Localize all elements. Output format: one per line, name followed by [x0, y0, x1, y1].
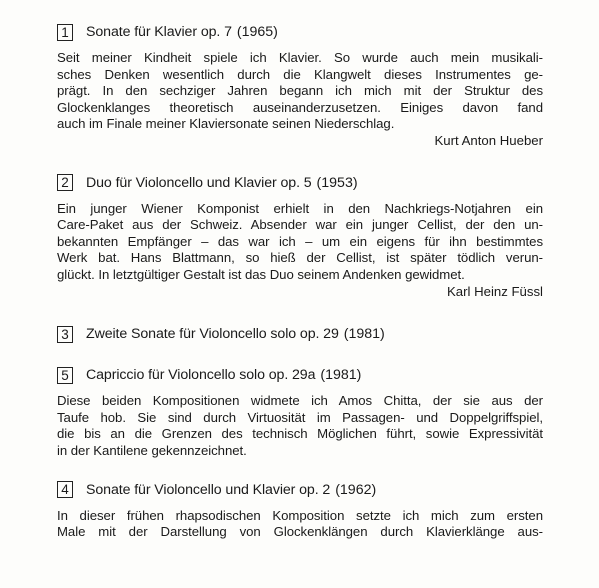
section-text [57, 201, 543, 284]
work-year: (1953) [316, 174, 358, 191]
section-5 [57, 365, 543, 459]
author-name: Karl Heinz Füssl [446, 283, 543, 299]
text-line: bekannten Empfänger – das war ich – um ein eigens für ihn bestimmtes [57, 233, 543, 249]
work-title: Duo für Violoncello und Klavier op. 5 [86, 174, 312, 191]
text-line: in der Kantilene gekennzeichnet. [57, 442, 247, 458]
work-year: (1962) [335, 481, 377, 498]
author-name: Kurt Anton Hueber [434, 132, 543, 148]
text-line: glückt. In letztgültiger Gestalt ist das Duo seinem Andenken gewidmet. [57, 266, 465, 282]
work-year: (1981) [343, 326, 385, 343]
text-line: sches Denken wesentlich durch die Klangwelt dieses Instrumentes ge- [57, 66, 543, 82]
track-number-box: 2 [57, 174, 73, 191]
text-line: die bis an die Grenzen des technisch Möglichen führt, sowie Expressivität [57, 426, 543, 442]
text-line: Werk bat. Hans Blattmann, so hieß der Cellist, ist später tödlich verun- [57, 250, 543, 266]
section-4 [57, 480, 543, 541]
track-number-box: 5 [57, 367, 73, 384]
track-number-box: 3 [57, 326, 73, 343]
section-text [57, 50, 543, 133]
text-line: Diese beiden Kompositionen widmete ich Amos Chitta, der sie aus der [57, 393, 543, 409]
work-title: Capriccio für Violoncello solo op. 29a [86, 367, 316, 384]
section-2 [57, 173, 543, 301]
text-line: Care-Paket aus der Schweiz. Absender war ein junger Cellist, der den un- [57, 217, 543, 233]
section-heading [57, 324, 543, 344]
section-3 [57, 324, 543, 344]
section-heading [57, 22, 543, 42]
work-title: Zweite Sonate für Violoncello solo op. 29 [86, 326, 339, 343]
section-heading [57, 365, 543, 385]
text-line: Seit meiner Kindheit spiele ich Klavier. So wurde auch mein musikali- [57, 50, 543, 65]
text-line: Taufe hob. Sie sind durch Virtuosität im Passagen- und Doppelgriffspiel, [57, 409, 543, 425]
section-heading [57, 480, 543, 500]
work-year: (1981) [320, 367, 362, 384]
section-text [57, 508, 543, 541]
text-line: prägt. In den sechziger Jahren begann ich mich mit der Struktur des [57, 83, 543, 99]
track-number-box: 4 [57, 481, 73, 498]
text-line: In dieser frühen rhapsodischen Komposition setzte ich mich zum ersten [57, 507, 543, 523]
section-1 [57, 22, 543, 150]
track-number-box: 1 [57, 24, 73, 41]
text-line: Glockenklanges theoretisch auseinanderzusetzen. Einiges davon fand [57, 99, 543, 115]
text-line: Ein junger Wiener Komponist erhielt in den Nachkriegs-Notjahren ein [57, 200, 543, 216]
work-year: (1965) [236, 24, 278, 40]
section-heading [57, 173, 543, 193]
text-line: auch im Finale meiner Klaviersonate seinen Niederschlag. [57, 116, 395, 132]
section-text [57, 393, 543, 459]
work-title: Sonate für Violoncello und Klavier op. 2 [86, 481, 331, 498]
work-title: Sonate für Klavier op. 7 [86, 24, 232, 40]
text-line: Male mit der Darstellung von Glockenklängen durch Klavierklänge aus- [57, 524, 543, 540]
